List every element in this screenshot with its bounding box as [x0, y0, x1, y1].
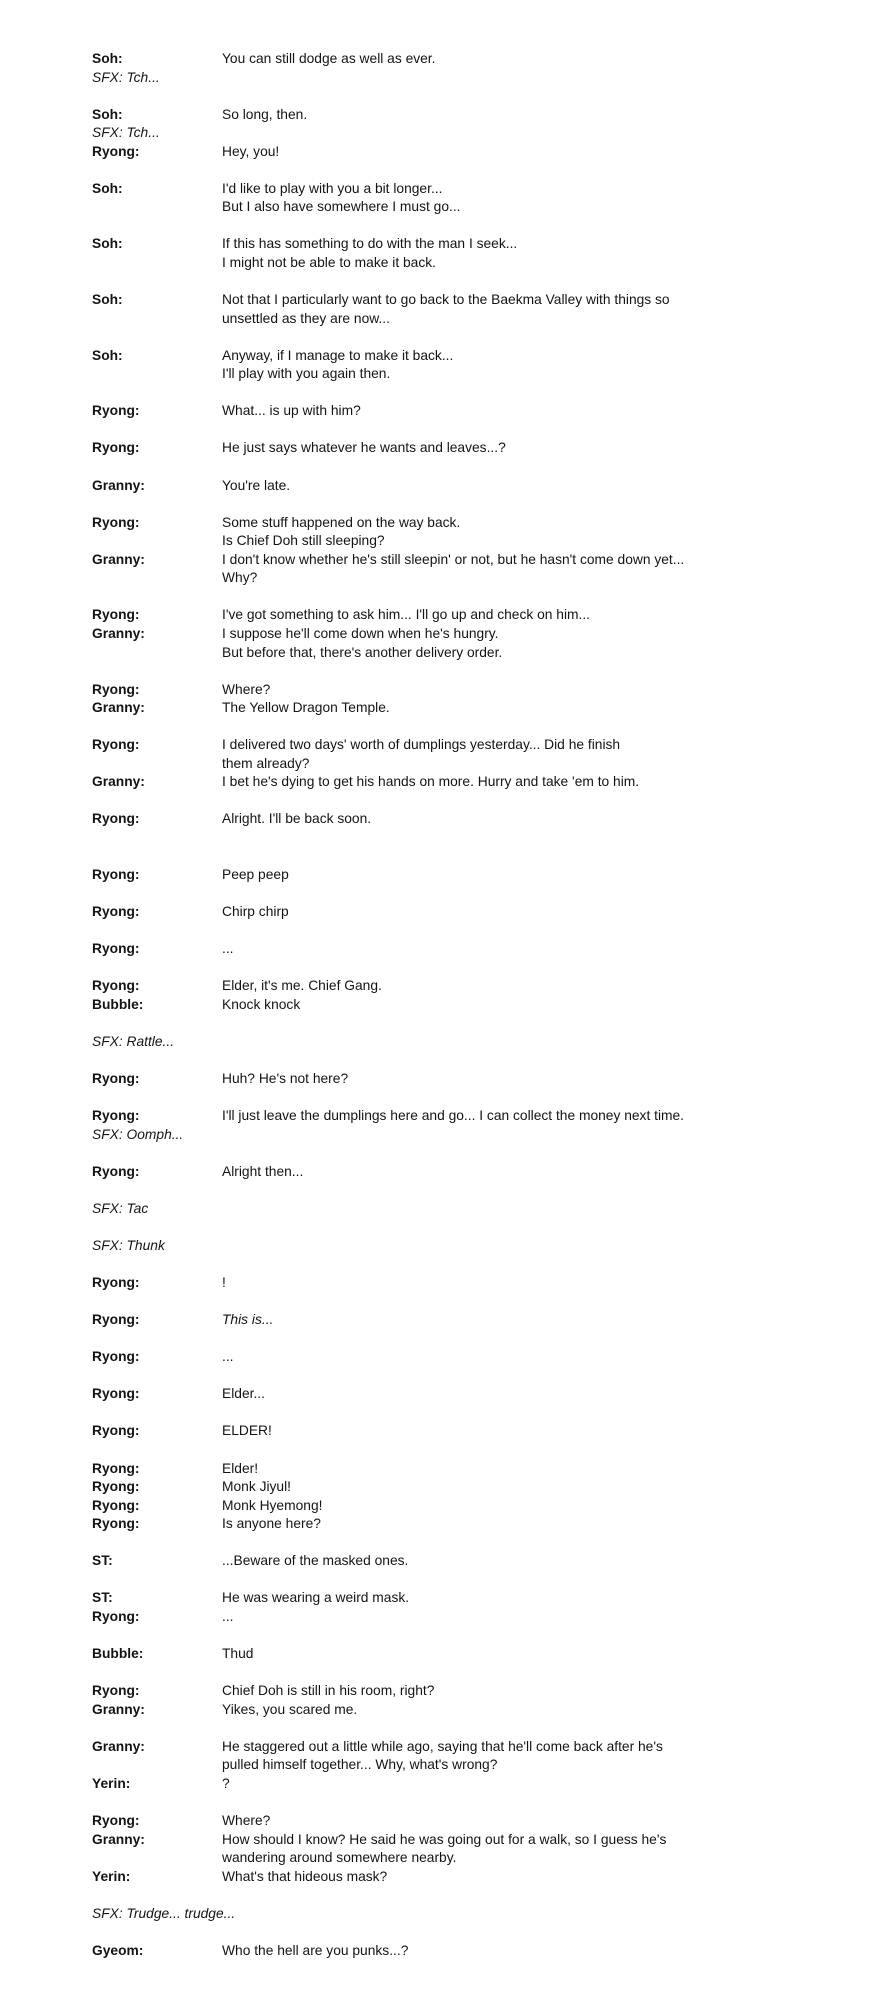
- dialogue-block: [92, 903, 850, 922]
- sfx-line: SFX: Thunk: [92, 1238, 165, 1253]
- dialogue-block: [92, 1552, 850, 1571]
- dialogue-line: [92, 180, 850, 199]
- speaker-spacer: [92, 569, 222, 588]
- dialogue-block: [92, 1311, 850, 1330]
- speaker-label: Granny:: [92, 1701, 145, 1717]
- dialogue-text: ELDER!: [222, 1423, 272, 1439]
- dialogue-line: [92, 866, 850, 885]
- speaker-label: Ryong:: [92, 867, 140, 883]
- dialogue-line: [92, 1589, 850, 1608]
- dialogue-line: [92, 736, 850, 755]
- sfx-line: SFX: Tac: [92, 1200, 149, 1216]
- speaker-label: Yerin:: [92, 1775, 131, 1791]
- dialogue-text: Alright. I'll be back soon.: [222, 811, 372, 827]
- dialogue-block: [92, 514, 850, 588]
- dialogue-text: What's that hideous mask?: [222, 1868, 388, 1884]
- dialogue-block: [92, 235, 850, 272]
- dialogue-text: Peep peep: [222, 867, 289, 883]
- dialogue-block: [92, 180, 850, 217]
- dialogue-text: ...Beware of the masked ones.: [222, 1553, 409, 1569]
- speaker-label: Ryong:: [92, 1479, 140, 1495]
- speaker-label: Soh:: [92, 106, 123, 122]
- dialogue-line: [92, 1460, 850, 1479]
- speaker-label: Ryong:: [92, 440, 140, 456]
- speaker-label: Gyeom:: [92, 1942, 144, 1958]
- speaker-label: Ryong:: [92, 978, 140, 994]
- speaker-label: Ryong:: [92, 1812, 140, 1828]
- dialogue-line: [92, 569, 850, 588]
- dialogue-text: Anyway, if I manage to make it back...: [222, 347, 454, 363]
- dialogue-line: [92, 1775, 850, 1794]
- dialogue-text: I don't know whether he's still sleepin' or not, but he hasn't come down yet...: [222, 551, 685, 567]
- dialogue-line: [92, 1497, 850, 1516]
- dialogue-text: Monk Hyemong!: [222, 1497, 323, 1513]
- speaker-spacer: [92, 1849, 222, 1868]
- dialogue-line: [92, 1831, 850, 1850]
- dialogue-line: [92, 1552, 850, 1571]
- dialogue-continuation-text: pulled himself together... Why, what's wrong?: [222, 1757, 498, 1773]
- dialogue-continuation-text: Why?: [222, 570, 258, 586]
- dialogue-line: [92, 940, 850, 959]
- dialogue-text: If this has something to do with the man I seek...: [222, 236, 518, 252]
- speaker-label: Yerin:: [92, 1868, 131, 1884]
- dialogue-block: [92, 439, 850, 458]
- dialogue-continuation-text: them already?: [222, 755, 310, 771]
- speaker-label: Granny:: [92, 774, 145, 790]
- dialogue-block: [92, 1812, 850, 1886]
- dialogue-block: [92, 681, 850, 718]
- speaker-spacer: [92, 755, 222, 774]
- dialogue-block: [92, 1645, 850, 1664]
- dialogue-text: Some stuff happened on the way back.: [222, 514, 461, 530]
- dialogue-line: [92, 532, 850, 551]
- speaker-label: Granny:: [92, 700, 145, 716]
- dialogue-line: [92, 50, 850, 69]
- speaker-label: Ryong:: [92, 811, 140, 827]
- speaker-spacer: [92, 532, 222, 551]
- speaker-label: Ryong:: [92, 1516, 140, 1532]
- dialogue-line: [92, 1070, 850, 1089]
- speaker-label: Bubble:: [92, 1646, 144, 1662]
- dialogue-text: ?: [222, 1775, 230, 1791]
- dialogue-text: You can still dodge as well as ever.: [222, 51, 436, 66]
- dialogue-text: Chief Doh is still in his room, right?: [222, 1683, 435, 1699]
- dialogue-text: I suppose he'll come down when he's hungry.: [222, 625, 499, 641]
- dialogue-line: [92, 477, 850, 496]
- dialogue-text: ...: [222, 1608, 234, 1624]
- dialogue-text: ...: [222, 941, 234, 957]
- speaker-label: Granny:: [92, 551, 145, 567]
- dialogue-block: [92, 1348, 850, 1367]
- dialogue-line: [92, 310, 850, 329]
- dialogue-text: Chirp chirp: [222, 904, 289, 920]
- dialogue-line: [92, 1849, 850, 1868]
- dialogue-block: [92, 347, 850, 384]
- speaker-label: Ryong:: [92, 737, 140, 753]
- dialogue-line: [92, 1478, 850, 1497]
- dialogue-block: [92, 940, 850, 959]
- sfx-line: SFX: Trudge... trudge...: [92, 1905, 236, 1921]
- dialogue-block: [92, 1905, 850, 1924]
- speaker-label: ST:: [92, 1553, 113, 1569]
- dialogue-line: [92, 235, 850, 254]
- dialogue-text: Elder!: [222, 1460, 259, 1476]
- dialogue-block: [92, 106, 850, 162]
- speaker-label: Ryong:: [92, 1108, 140, 1124]
- dialogue-line: [92, 773, 850, 792]
- dialogue-line: [92, 699, 850, 718]
- dialogue-text: Not that I particularly want to go back to the Baekma Valley with things so: [222, 292, 670, 308]
- speaker-spacer: [92, 365, 222, 384]
- dialogue-line: [92, 439, 850, 458]
- dialogue-text: I'll just leave the dumplings here and go... I can collect the money next time.: [222, 1108, 685, 1124]
- dialogue-text: This is...: [222, 1312, 274, 1328]
- dialogue-continuation-text: unsettled as they are now...: [222, 310, 390, 326]
- dialogue-block: [92, 1274, 850, 1293]
- dialogue-line: [92, 143, 850, 162]
- dialogue-line: [92, 1608, 850, 1627]
- dialogue-line: [92, 1274, 850, 1293]
- dialogue-line: [92, 1701, 850, 1720]
- dialogue-line: [92, 365, 850, 384]
- dialogue-line: [92, 977, 850, 996]
- dialogue-continuation-text: But before that, there's another delivery order.: [222, 644, 503, 660]
- dialogue-text: The Yellow Dragon Temple.: [222, 700, 390, 716]
- dialogue-line: [92, 1107, 850, 1126]
- speaker-label: Soh:: [92, 51, 123, 66]
- dialogue-text: Is anyone here?: [222, 1516, 321, 1532]
- dialogue-text: I'd like to play with you a bit longer...: [222, 180, 443, 196]
- script-body: [92, 50, 850, 1960]
- dialogue-text: What... is up with him?: [222, 403, 361, 419]
- dialogue-text: ...: [222, 1349, 234, 1365]
- dialogue-block: [92, 1107, 850, 1144]
- dialogue-block: [92, 477, 850, 496]
- speaker-label: Ryong:: [92, 1386, 140, 1402]
- dialogue-continuation-text: I might not be able to make it back.: [222, 255, 436, 271]
- speaker-spacer: [92, 254, 222, 273]
- speaker-label: Soh:: [92, 236, 123, 252]
- dialogue-line: [92, 1422, 850, 1441]
- sfx-line: SFX: Tch...: [92, 125, 160, 141]
- speaker-label: Bubble:: [92, 996, 144, 1012]
- speaker-label: Ryong:: [92, 607, 140, 623]
- speaker-label: Granny:: [92, 477, 145, 493]
- dialogue-line: [92, 551, 850, 570]
- dialogue-block: [92, 1385, 850, 1404]
- dialogue-text: Who the hell are you punks...?: [222, 1942, 409, 1958]
- dialogue-text: How should I know? He said he was going out for a walk, so I guess he's: [222, 1831, 667, 1847]
- dialogue-text: Hey, you!: [222, 143, 280, 159]
- dialogue-text: I bet he's dying to get his hands on more. Hurry and take 'em to him.: [222, 774, 640, 790]
- speaker-spacer: [92, 310, 222, 329]
- speaker-label: Ryong:: [92, 1460, 140, 1476]
- dialogue-line: [92, 291, 850, 310]
- speaker-label: Ryong:: [92, 514, 140, 530]
- sfx-line: SFX: Rattle...: [92, 1033, 175, 1049]
- dialogue-text: Huh? He's not here?: [222, 1071, 349, 1087]
- dialogue-block: [92, 1200, 850, 1219]
- speaker-label: Ryong:: [92, 1608, 140, 1624]
- dialogue-text: Where?: [222, 681, 271, 697]
- dialogue-block: [92, 1738, 850, 1794]
- dialogue-block: [92, 1942, 850, 1961]
- speaker-label: Ryong:: [92, 681, 140, 697]
- dialogue-line: [92, 1756, 850, 1775]
- dialogue-text: I've got something to ask him... I'll go up and check on him...: [222, 607, 591, 623]
- dialogue-block: [92, 1070, 850, 1089]
- dialogue-block: [92, 1422, 850, 1441]
- speaker-spacer: [92, 198, 222, 217]
- speaker-label: Ryong:: [92, 1071, 140, 1087]
- dialogue-line: [92, 1812, 850, 1831]
- speaker-label: Ryong:: [92, 1349, 140, 1365]
- dialogue-text: Elder, it's me. Chief Gang.: [222, 978, 382, 994]
- dialogue-text: He staggered out a little while ago, saying that he'll come back after he's: [222, 1738, 663, 1754]
- dialogue-line: [92, 606, 850, 625]
- dialogue-text: Monk Jiyul!: [222, 1479, 292, 1495]
- dialogue-line: [92, 903, 850, 922]
- dialogue-continuation-text: Is Chief Doh still sleeping?: [222, 533, 385, 549]
- dialogue-text: So long, then.: [222, 106, 308, 122]
- speaker-label: Granny:: [92, 625, 145, 641]
- dialogue-continuation-text: I'll play with you again then.: [222, 366, 391, 382]
- speaker-label: Ryong:: [92, 143, 140, 159]
- dialogue-line: [92, 106, 850, 125]
- speaker-label: Ryong:: [92, 1683, 140, 1699]
- sfx-line: SFX: Tch...: [92, 69, 160, 85]
- dialogue-block: [92, 736, 850, 792]
- dialogue-line: [92, 681, 850, 700]
- speaker-label: ST:: [92, 1590, 113, 1606]
- dialogue-text: Yikes, you scared me.: [222, 1701, 358, 1717]
- dialogue-line: [92, 1311, 850, 1330]
- dialogue-text: !: [222, 1275, 226, 1291]
- dialogue-line: [92, 996, 850, 1015]
- dialogue-text: Knock knock: [222, 996, 301, 1012]
- dialogue-line: [92, 644, 850, 663]
- speaker-spacer: [92, 1756, 222, 1775]
- speaker-spacer: [92, 644, 222, 663]
- speaker-label: Ryong:: [92, 1423, 140, 1439]
- dialogue-line: [92, 755, 850, 774]
- dialogue-text: Where?: [222, 1812, 271, 1828]
- dialogue-block: [92, 1589, 850, 1626]
- dialogue-block: [92, 291, 850, 328]
- speaker-label: Soh:: [92, 292, 123, 308]
- dialogue-line: [92, 1385, 850, 1404]
- dialogue-line: [92, 1738, 850, 1757]
- dialogue-text: I delivered two days' worth of dumplings yesterday... Did he finish: [222, 737, 621, 753]
- dialogue-block: [92, 1460, 850, 1534]
- dialogue-continuation-text: wandering around somewhere nearby.: [222, 1850, 457, 1866]
- dialogue-block: [92, 810, 850, 829]
- speaker-label: Ryong:: [92, 1497, 140, 1513]
- dialogue-text: Thud: [222, 1646, 254, 1662]
- dialogue-line: [92, 810, 850, 829]
- dialogue-text: Elder...: [222, 1386, 265, 1402]
- dialogue-continuation-text: But I also have somewhere I must go...: [222, 199, 461, 215]
- dialogue-line: [92, 347, 850, 366]
- dialogue-line: [92, 1645, 850, 1664]
- dialogue-line: [92, 402, 850, 421]
- dialogue-block: [92, 606, 850, 662]
- speaker-label: Soh:: [92, 347, 123, 363]
- dialogue-line: [92, 1868, 850, 1887]
- dialogue-block: [92, 402, 850, 421]
- dialogue-line: [92, 1682, 850, 1701]
- dialogue-line: [92, 625, 850, 644]
- speaker-label: Soh:: [92, 180, 123, 196]
- speaker-label: Ryong:: [92, 1275, 140, 1291]
- dialogue-text: Alright then...: [222, 1163, 304, 1179]
- speaker-label: Ryong:: [92, 904, 140, 920]
- dialogue-block: [92, 50, 850, 87]
- dialogue-block: [92, 1237, 850, 1256]
- dialogue-text: You're late.: [222, 477, 291, 493]
- dialogue-line: [92, 1942, 850, 1961]
- dialogue-block: [92, 1163, 850, 1182]
- sfx-line: SFX: Oomph...: [92, 1126, 184, 1142]
- speaker-label: Granny:: [92, 1738, 145, 1754]
- dialogue-block: [92, 1033, 850, 1052]
- dialogue-line: [92, 1163, 850, 1182]
- dialogue-line: [92, 514, 850, 533]
- dialogue-block: [92, 866, 850, 885]
- speaker-label: Ryong:: [92, 1312, 140, 1328]
- dialogue-line: [92, 254, 850, 273]
- dialogue-line: [92, 1515, 850, 1534]
- speaker-label: Ryong:: [92, 941, 140, 957]
- dialogue-block: [92, 1682, 850, 1719]
- speaker-label: Ryong:: [92, 1163, 140, 1179]
- dialogue-text: He was wearing a weird mask.: [222, 1590, 410, 1606]
- speaker-label: Granny:: [92, 1831, 145, 1847]
- dialogue-block: [92, 977, 850, 1014]
- speaker-label: Ryong:: [92, 403, 140, 419]
- dialogue-line: [92, 1348, 850, 1367]
- dialogue-line: [92, 198, 850, 217]
- dialogue-text: He just says whatever he wants and leaves...?: [222, 440, 506, 456]
